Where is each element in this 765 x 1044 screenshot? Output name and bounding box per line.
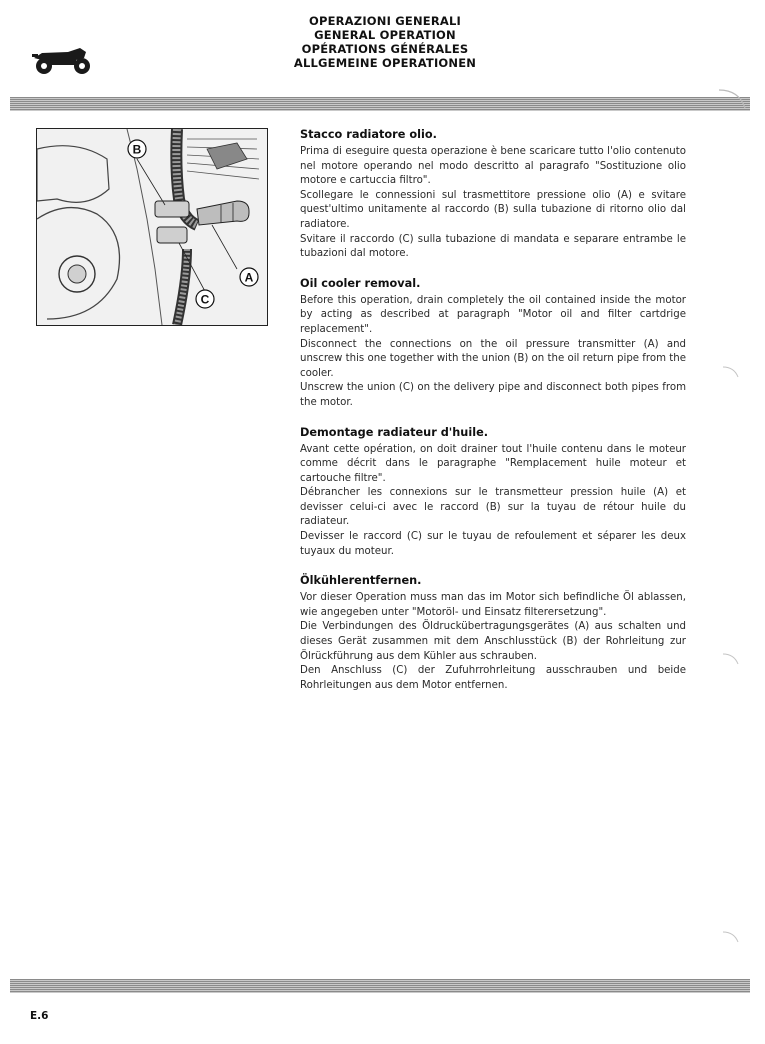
header-title-de: ALLGEMEINE OPERATIONEN (293, 56, 477, 70)
page-corner-curl-icon (717, 86, 749, 116)
callout-b-label: B (132, 142, 142, 157)
margin-curl-icon (722, 930, 740, 944)
callout-a (240, 268, 258, 286)
section-paragraph: Débrancher les connexions sur le transmetteur pression huile (A) et devisser celui-ci avec le raccord (B) sur la tuyau de rétour huile du radiateur. (300, 487, 686, 528)
section-paragraph: Disconnect the connections on the oil pressure transmitter (A) and unscrew this one together with the union (B) on the oil return pipe from the cooler. (300, 338, 686, 379)
section-english (300, 276, 686, 411)
section-paragraph: Die Verbindungen des Öldruckübertragungsgerätes (A) aus schalten und dieses Gerät zusammen mit dem Anschlusstück (B) der Rohrleitung zur Ölrückführung aus dem Kühler aus schrauben. (300, 621, 686, 662)
section-paragraph: Devisser le raccord (C) sur le tuyau de refoulement et séparer les deux tuyaux du moteur. (300, 531, 686, 557)
motorcycle-logo-icon (28, 44, 98, 76)
callout-b (128, 140, 146, 158)
callout-c-label: C (200, 292, 210, 307)
section-paragraph: Scollegare le connessioni sul trasmettitore pressione olio (A) e svitare quest'ultimo unitamente al raccordo (B) sulla tubazione di ritorno olio dal radiatore. (300, 189, 686, 230)
oil-cooler-figure (36, 128, 268, 326)
section-paragraph: Before this operation, drain completely the oil contained inside the motor by acting as described at paragraph "Motor oil and filter cartdrige replacement". (300, 294, 686, 335)
section-paragraph: Den Anschluss (C) der Zufuhrrohrleitung ausschrauben und beide Rohrleitungen aus dem Motor entfernen. (300, 665, 686, 691)
section-heading: Stacco radiatore olio. (300, 128, 437, 141)
section-heading: Demontage radiateur d'huile. (300, 425, 489, 439)
header-title-it: OPERAZIONI GENERALI (308, 14, 462, 28)
section-italian (300, 127, 686, 262)
instructions-content (300, 127, 686, 707)
header-title-fr: OPÉRATIONS GÉNÉRALES (301, 42, 469, 56)
section-paragraph: Prima di eseguire questa operazione è bene scaricare tutto l'olio contenuto nel motore operando nel modo descritto al paragrafo "Sostituzione olio motore e cartuccia filtro". (300, 146, 686, 187)
callout-c (196, 290, 214, 308)
section-paragraph: Svitare il raccordo (C) sulla tubazione di mandata e separare entrambe le tubazioni dal motore. (300, 233, 686, 260)
header-title-en: GENERAL OPERATION (314, 28, 456, 42)
callout-a-label: A (244, 270, 254, 285)
margin-curl-icon (722, 365, 740, 379)
page-number: E.6 (30, 1010, 49, 1022)
top-divider-rule (10, 97, 750, 111)
section-paragraph: Vor dieser Operation muss man das im Motor sich befindliche Öl ablassen, wie angegeben unter "Motoröl- und Einsatz filterersetzung". (300, 592, 686, 618)
section-heading: Oil cooler removal. (300, 276, 421, 290)
section-french (300, 425, 686, 560)
section-heading: Ölkühlerentfernen. (300, 574, 422, 588)
bottom-divider-rule (10, 979, 750, 993)
section-german (300, 573, 686, 693)
engine-diagram (37, 129, 267, 325)
margin-curl-icon (722, 652, 740, 666)
section-paragraph: Avant cette opération, on doit drainer tout l'huile contenu dans le moteur comme décrit dans le paragraphe "Remplacement huile moteur et cartouche filtre". (300, 443, 686, 484)
section-paragraph: Unscrew the union (C) on the delivery pipe and disconnect both pipes from the motor. (300, 382, 686, 408)
page-header-titles (200, 14, 570, 70)
